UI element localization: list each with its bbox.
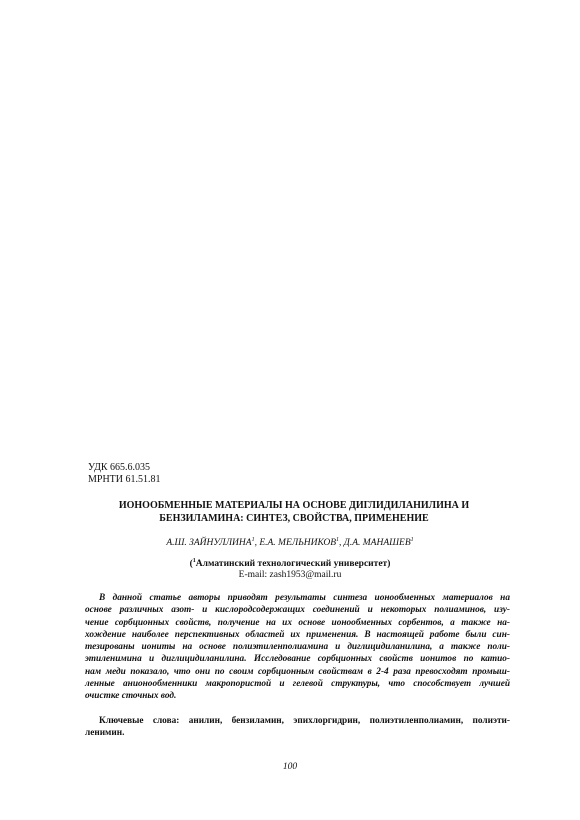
abstract-line: В данной статье авторы приводят результаты синтеза ионообменных материалов на	[99, 593, 510, 603]
abstract-line: этиленимина и диглицидиланилина. Исследование сорбционных свойств ионитов по катио-	[85, 654, 510, 665]
grnti-code: МРНТИ 61.51.81	[88, 474, 161, 485]
abstract-line: основе различных азот- и кислородсодержащих соединений и некоторых полиаминов, изу-	[85, 605, 510, 616]
abstract-line: очистке сточных вод.	[85, 691, 177, 702]
keywords	[85, 715, 510, 740]
abstract-line: хождение наиболее перспективных областей их применения. В настоящей работе были син-	[85, 629, 510, 640]
affiliation-name: Алматинский технологический университет	[195, 559, 388, 570]
author-separator: ,	[339, 538, 344, 549]
keywords-line: ленимин.	[85, 728, 125, 739]
abstract	[85, 592, 510, 703]
affiliation-mark: 1	[192, 558, 196, 564]
keywords-line: Ключевые слова: анилин, бензиламин, эпихлоргидрин, полиэтиленполиамин, полиэти-	[99, 716, 510, 726]
article-title	[92, 500, 496, 525]
author-affil-mark: 1	[336, 537, 340, 543]
affiliation: ($^1$Алматинский технологический университет)	[189, 558, 391, 570]
authors-line	[0, 537, 580, 548]
title-line-1: ИОНООБМЕННЫЕ МАТЕРИАЛЫ НА ОСНОВЕ ДИГЛИДИЛАНИЛИНА И	[118, 500, 470, 511]
abstract-line: нам меди показало, что они по своим сорбционным свойствам в 2-4 раза превосходят промыш-	[85, 666, 510, 677]
classification-codes	[88, 462, 161, 486]
author-separator: ,	[254, 538, 260, 549]
author-name: А.Ш. ЗАЙНУЛЛИНА	[166, 538, 252, 549]
abstract-line: тезированы иониты на основе полиэтиленполиамина и диглицидиланилина, а также поли-	[85, 642, 510, 653]
udc-code: УДК 665.6.035	[88, 462, 151, 473]
page-number: 100	[282, 762, 298, 772]
abstract-line: ленные анионообменники макропористой и гелевой структуры, что способствует лучшей	[85, 679, 510, 690]
author-name: Е.А. МЕЛЬНИКОВ	[259, 538, 337, 549]
title-line-2: БЕНЗИЛАМИНА: СИНТЕЗ, СВОЙСТВА, ПРИМЕНЕНИЕ	[159, 512, 429, 524]
author-affil-mark: 1	[251, 537, 255, 543]
author-affil-mark: 1	[410, 537, 414, 543]
author-name: Д.А. МАНАШЕВ	[343, 538, 411, 549]
contact-email: E-mail: zash1953@mail.ru	[238, 570, 342, 580]
abstract-line: чение сорбционных свойств, получение на их основе ионообменных сорбентов, а также на-	[85, 617, 510, 628]
